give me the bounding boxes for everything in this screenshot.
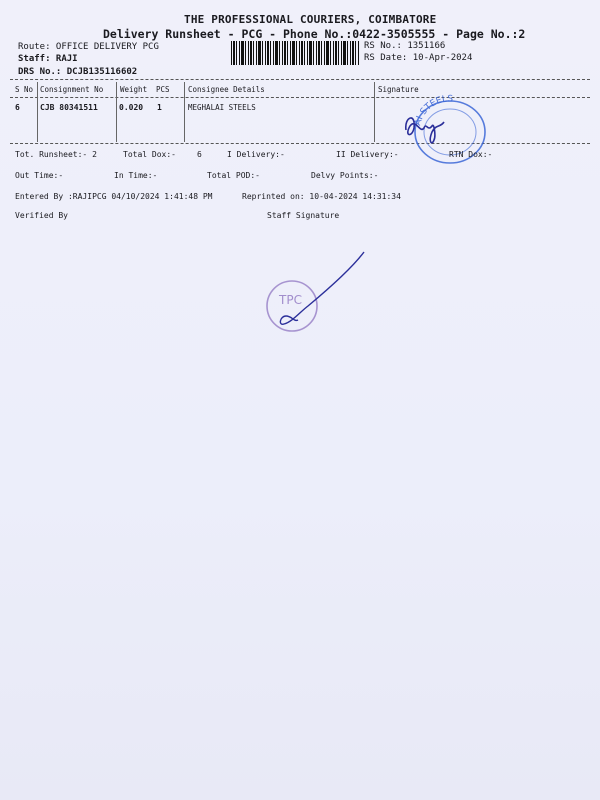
column-divider [374, 82, 375, 142]
entered-by: Entered By :RAJIPCG 04/10/2024 1:41:48 PM [15, 192, 213, 201]
total-pod: Total POD:- [207, 171, 260, 180]
row-consignment-no: CJB 80341511 [40, 103, 98, 112]
ii-delivery: II Delivery:- [336, 150, 399, 159]
col-header-pcs: PCS [156, 85, 170, 94]
row-consignee: MEGHALAI STEELS [188, 103, 256, 112]
table-header-rule [10, 97, 590, 98]
table-bottom-rule [10, 143, 590, 144]
column-divider [184, 82, 185, 142]
route-label: Route: OFFICE DELIVERY PCG [18, 42, 159, 52]
tpc-stamp-text: TPC [279, 293, 302, 307]
in-time: In Time:- [114, 171, 158, 180]
tpc-stamp [262, 248, 372, 338]
i-delivery: I Delivery:- [227, 150, 285, 159]
consignee-stamp-text: AI STEELS [413, 94, 454, 127]
company-title: THE PROFESSIONAL COURIERS, COIMBATORE [184, 13, 437, 26]
rs-number: RS No.: 1351166 [364, 41, 446, 51]
col-header-consignee: Consignee Details [188, 85, 265, 94]
out-time: Out Time:- [15, 171, 64, 180]
runsheet-subtitle: Delivery Runsheet - PCG - Phone No.:0422-3505555 - Page No.:2 [103, 27, 526, 41]
verified-by: Verified By [15, 211, 68, 220]
column-divider [37, 82, 38, 142]
barcode [231, 41, 359, 65]
rs-date: RS Date: 10-Apr-2024 [364, 53, 473, 63]
tot-runsheet: Tot. Runsheet:- 2 [15, 150, 97, 159]
row-pcs: 1 [157, 103, 162, 112]
col-header-sno: S No [15, 85, 34, 94]
staff-signature-label: Staff Signature [267, 211, 340, 220]
total-dox-value: 6 [197, 150, 202, 159]
col-header-weight: Weight [120, 85, 148, 94]
row-weight: 0.020 [119, 103, 144, 112]
total-dox-label: Total Dox:- [123, 150, 176, 159]
delvy-points: Delvy Points:- [311, 171, 379, 180]
col-header-consignment: Consignment No [40, 85, 104, 94]
staff-label: Staff: RAJI [18, 54, 78, 64]
drs-number: DRS No.: DCJB135116602 [18, 67, 138, 77]
staff-signature [280, 252, 364, 324]
consignee-stamp [398, 92, 493, 172]
column-divider [116, 82, 117, 142]
row-sno: 6 [15, 103, 20, 112]
reprinted-on: Reprinted on: 10-04-2024 14:31:34 [242, 192, 401, 201]
rtn-dox: RTN Dox:- [449, 150, 493, 159]
table-top-rule [10, 79, 590, 80]
col-header-signature: Signature [378, 85, 419, 94]
